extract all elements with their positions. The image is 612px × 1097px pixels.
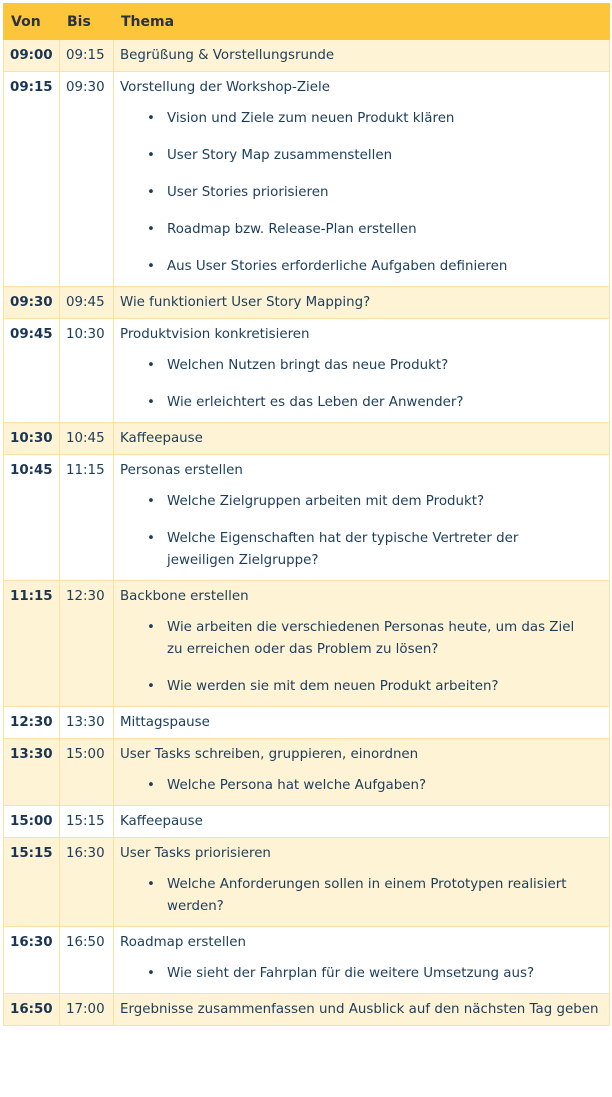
list-item [120,676,609,698]
list-item [120,491,609,513]
bullet-icon: • [147,395,155,410]
list-item [120,775,609,797]
topic-cell [114,581,610,707]
list-item-text: User Stories priorisieren [167,185,329,200]
end-time: 17:00 [60,994,114,1026]
table-row [4,423,610,455]
list-item-text: Welche Anforderungen sollen in einem Prototypen realisiert werden? [167,877,567,914]
topic-cell [114,287,610,319]
topic-cell [114,838,610,927]
topic-title: User Tasks priorisieren [120,846,271,861]
list-item-text: Aus User Stories erforderliche Aufgaben definieren [167,259,508,274]
list-item [120,963,609,985]
topic-cell [114,927,610,994]
topic-title: Ergebnisse zusammenfassen und Ausblick auf den nächsten Tag geben [120,1002,599,1017]
list-item-text: Wie erleichtert es das Leben der Anwender? [167,395,464,410]
list-item-text: User Story Map zusammenstellen [167,148,393,163]
topic-title: Kaffeepause [120,431,203,446]
topic-title: Kaffeepause [120,814,203,829]
end-time: 13:30 [60,707,114,739]
bullet-icon: • [147,778,155,793]
bullet-icon: • [147,531,155,546]
start-time: 09:30 [4,287,60,319]
topic-cell [114,806,610,838]
topic-cell [114,994,610,1026]
list-item [120,145,609,167]
start-time: 11:15 [4,581,60,707]
table-row [4,707,610,739]
bullet-icon: • [147,148,155,163]
start-time: 09:45 [4,319,60,423]
bullet-icon: • [147,679,155,694]
start-time: 12:30 [4,707,60,739]
topic-title: Backbone erstellen [120,589,249,604]
topic-cell [114,423,610,455]
topic-points [120,108,609,286]
list-item [120,874,609,918]
bullet-icon: • [147,877,155,892]
table-row [4,927,610,994]
topic-title: Vorstellung der Workshop-Ziele [120,80,330,95]
end-time: 09:15 [60,40,114,72]
table-row [4,994,610,1026]
table-row [4,806,610,838]
list-item-text: Wie sieht der Fahrplan für die weitere Umsetzung aus? [167,966,535,981]
end-time: 16:50 [60,927,114,994]
bullet-icon: • [147,259,155,274]
table-row [4,739,610,806]
bullet-icon: • [147,358,155,373]
list-item-text: Wie arbeiten die verschiedenen Personas heute, um das Ziel zu erreichen oder das Problem zu lösen? [167,620,575,657]
list-item-text: Welche Eigenschaften hat der typische Vertreter der jeweiligen Zielgruppe? [167,531,519,568]
list-item [120,219,609,241]
header-von: Von [4,4,60,40]
end-time: 12:30 [60,581,114,707]
topic-title: Mittagspause [120,715,210,730]
list-item [120,182,609,204]
topic-title: Produktvision konkretisieren [120,327,310,342]
table-row [4,581,610,707]
table-row [4,838,610,927]
topic-points [120,617,609,706]
topic-title: Wie funktioniert User Story Mapping? [120,295,371,310]
list-item-text: Welchen Nutzen bringt das neue Produkt? [167,358,449,373]
bullet-icon: • [147,966,155,981]
topic-points [120,491,609,580]
agenda-body [4,40,610,1026]
start-time: 09:00 [4,40,60,72]
topic-title: User Tasks schreiben, gruppieren, einordnen [120,747,419,762]
topic-points [120,355,609,422]
start-time: 15:15 [4,838,60,927]
list-item-text: Roadmap bzw. Release-Plan erstellen [167,222,417,237]
list-item [120,256,609,278]
list-item [120,528,609,572]
topic-title: Personas erstellen [120,463,243,478]
end-time: 15:15 [60,806,114,838]
end-time: 11:15 [60,455,114,581]
list-item-text: Welche Persona hat welche Aufgaben? [167,778,427,793]
start-time: 16:30 [4,927,60,994]
list-item [120,392,609,414]
end-time: 15:00 [60,739,114,806]
list-item [120,108,609,130]
end-time: 09:30 [60,72,114,287]
table-row [4,72,610,287]
topic-cell [114,707,610,739]
bullet-icon: • [147,111,155,126]
bullet-icon: • [147,494,155,509]
bullet-icon: • [147,222,155,237]
table-row [4,287,610,319]
topic-title: Begrüßung & Vorstellungsrunde [120,48,335,63]
start-time: 10:30 [4,423,60,455]
agenda-table [3,3,610,1026]
list-item-text: Welche Zielgruppen arbeiten mit dem Produkt? [167,494,485,509]
topic-cell [114,40,610,72]
table-row [4,319,610,423]
header-row [4,4,610,40]
topic-title: Roadmap erstellen [120,935,246,950]
end-time: 09:45 [60,287,114,319]
start-time: 09:15 [4,72,60,287]
end-time: 10:45 [60,423,114,455]
topic-cell [114,72,610,287]
list-item [120,355,609,377]
start-time: 10:45 [4,455,60,581]
table-row [4,455,610,581]
header-bis: Bis [60,4,114,40]
table-row [4,40,610,72]
list-item [120,617,609,661]
end-time: 16:30 [60,838,114,927]
list-item-text: Wie werden sie mit dem neuen Produkt arbeiten? [167,679,499,694]
bullet-icon: • [147,185,155,200]
bullet-icon: • [147,620,155,635]
start-time: 16:50 [4,994,60,1026]
topic-points [120,963,609,993]
start-time: 13:30 [4,739,60,806]
topic-points [120,874,609,926]
start-time: 15:00 [4,806,60,838]
topic-cell [114,455,610,581]
end-time: 10:30 [60,319,114,423]
header-thema: Thema [114,4,610,40]
topic-cell [114,739,610,806]
topic-points [120,775,609,805]
list-item-text: Vision und Ziele zum neuen Produkt klären [167,111,455,126]
topic-cell [114,319,610,423]
